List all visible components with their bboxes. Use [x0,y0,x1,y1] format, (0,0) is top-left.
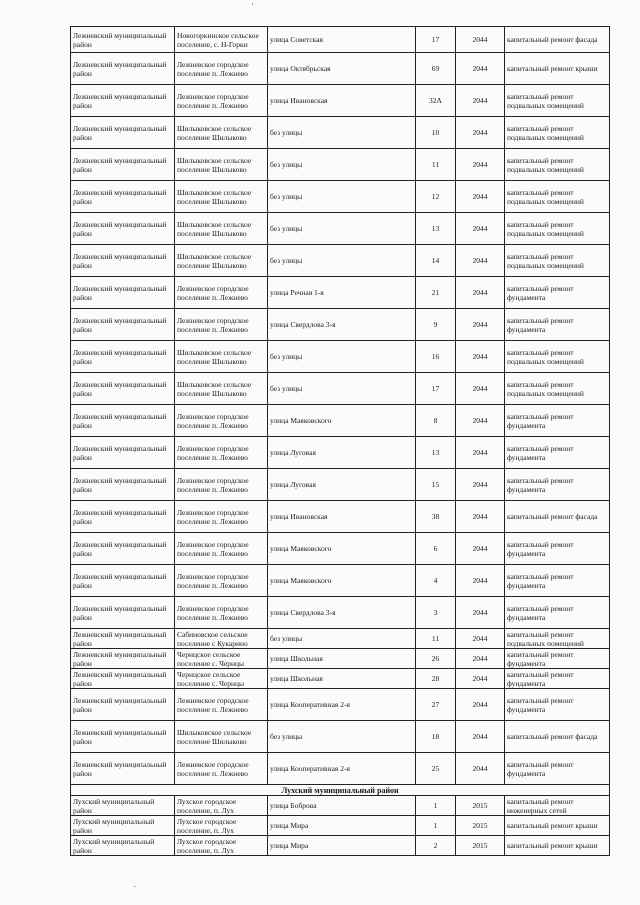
table-row [71,689,610,721]
house-number-cell: 9 [416,309,456,341]
district-cell: Лухский муниципальный район [71,816,175,836]
settlement-cell: Шилыковское сельское поселение Шилыково [175,245,268,277]
table-row [71,117,610,149]
year-cell: 2044 [456,213,505,245]
settlement-cell: Чернцское сельское поселение с. Чернцы [175,669,268,689]
work-type-cell: капитальный ремонт фундамента [505,405,610,437]
house-number-cell: 32А [416,85,456,117]
year-cell: 2044 [456,753,505,785]
street-cell: без улицы [268,721,416,753]
work-type-cell: капитальный ремонт фундамента [505,689,610,721]
street-cell: улица Советская [268,27,416,53]
settlement-cell: Лежневское городское поселение п. Лежнево [175,533,268,565]
year-cell: 2044 [456,669,505,689]
district-cell: Лежневский муниципальный район [71,27,175,53]
street-cell: улица Ивановская [268,501,416,533]
district-cell: Лухский муниципальный район [71,836,175,856]
house-number-cell: 69 [416,53,456,85]
work-type-cell: капитальный ремонт фундамента [505,669,610,689]
street-cell: улица Маяковского [268,533,416,565]
year-cell: 2044 [456,405,505,437]
district-cell: Лежневский муниципальный район [71,309,175,341]
table-row [71,85,610,117]
district-cell: Лухский муниципальный район [71,796,175,816]
year-cell: 2044 [456,373,505,405]
settlement-cell: Сабиновское сельское поселение с Кукарино [175,629,268,649]
house-number-cell: 3 [416,597,456,629]
street-cell: без улицы [268,341,416,373]
street-cell: улица Ивановская [268,85,416,117]
street-cell: без улицы [268,181,416,213]
work-type-cell: капитальный ремонт фундамента [505,277,610,309]
house-number-cell: 8 [416,405,456,437]
street-cell: без улицы [268,245,416,277]
year-cell: 2044 [456,277,505,309]
table-row [71,149,610,181]
work-type-cell: капитальный ремонт подвальных помещений [505,213,610,245]
district-cell: Лежневский муниципальный район [71,245,175,277]
work-type-cell: капитальный ремонт подвальных помещений [505,181,610,213]
house-number-cell: 2 [416,836,456,856]
house-number-cell: 27 [416,689,456,721]
year-cell: 2044 [456,533,505,565]
district-cell: Лежневский муниципальный район [71,85,175,117]
table-row [71,565,610,597]
work-type-cell: капитальный ремонт фасада [505,27,610,53]
year-cell: 2015 [456,816,505,836]
settlement-cell: Шилыковское сельское поселение Шилыково [175,341,268,373]
table-row [71,213,610,245]
settlement-cell: Лежневское городское поселение п. Лежнево [175,85,268,117]
settlement-cell: Лухское городское поселение, п. Лух [175,796,268,816]
year-cell: 2044 [456,565,505,597]
street-cell: улица Маяковского [268,405,416,437]
settlement-cell: Лежневское городское поселение п. Лежнево [175,53,268,85]
table-row [71,753,610,785]
table-row [71,245,610,277]
work-type-cell: капитальный ремонт фасада [505,721,610,753]
table-row [71,27,610,53]
year-cell: 2044 [456,117,505,149]
district-cell: Лежневский муниципальный район [71,277,175,309]
house-number-cell: 1 [416,796,456,816]
year-cell: 2044 [456,245,505,277]
settlement-cell: Лежневское городское поселение п. Лежнево [175,689,268,721]
table-row [71,533,610,565]
section-title: Лухский муниципальный район [71,785,610,796]
street-cell: улица Мира [268,816,416,836]
district-cell: Лежневский муниципальный район [71,721,175,753]
house-number-cell: 11 [416,629,456,649]
house-number-cell: 1 [416,816,456,836]
section-header-row [71,785,610,796]
district-cell: Лежневский муниципальный район [71,405,175,437]
settlement-cell: Лухское городское поселение, п. Лух [175,836,268,856]
district-cell: Лежневский муниципальный район [71,181,175,213]
work-type-cell: капитальный ремонт фундамента [505,753,610,785]
house-number-cell: 17 [416,27,456,53]
work-type-cell: капитальный ремонт подвальных помещений [505,341,610,373]
house-number-cell: 26 [416,649,456,669]
street-cell: улица Речная 1-я [268,277,416,309]
settlement-cell: Лежневское городское поселение п. Лежнево [175,565,268,597]
table-row [71,341,610,373]
house-number-cell: 28 [416,669,456,689]
house-number-cell: 4 [416,565,456,597]
settlement-cell: Шилыковское сельское поселение Шилыково [175,181,268,213]
year-cell: 2044 [456,629,505,649]
year-cell: 2044 [456,469,505,501]
table-row [71,437,610,469]
street-cell: улица Октябрьская [268,53,416,85]
settlement-cell: Лежневское городское поселение п. Лежнево [175,405,268,437]
settlement-cell: Лежневское городское поселение п. Лежнево [175,309,268,341]
street-cell: улица Школьная [268,649,416,669]
house-number-cell: 18 [416,721,456,753]
district-cell: Лежневский муниципальный район [71,373,175,405]
house-number-cell: 25 [416,753,456,785]
house-number-cell: 38 [416,501,456,533]
table-row [71,373,610,405]
street-cell: улица Луговая [268,437,416,469]
year-cell: 2044 [456,149,505,181]
house-number-cell: 13 [416,213,456,245]
year-cell: 2044 [456,501,505,533]
table-row [71,669,610,689]
table-row [71,816,610,836]
district-cell: Лежневский муниципальный район [71,533,175,565]
scan-mark: . [134,880,136,889]
house-number-cell: 6 [416,533,456,565]
work-type-cell: капитальный ремонт подвальных помещений [505,629,610,649]
district-cell: Лежневский муниципальный район [71,565,175,597]
house-number-cell: 12 [416,181,456,213]
street-cell: без улицы [268,629,416,649]
settlement-cell: Шилыковское сельское поселение Шилыково [175,149,268,181]
house-number-cell: 17 [416,373,456,405]
year-cell: 2044 [456,309,505,341]
table-row [71,53,610,85]
settlement-cell: Шилыковское сельское поселение Шилыково [175,373,268,405]
repair-schedule-table [70,26,610,856]
work-type-cell: капитальный ремонт подвальных помещений [505,245,610,277]
settlement-cell: Лежневское городское поселение п. Лежнево [175,501,268,533]
street-cell: без улицы [268,213,416,245]
street-cell: улица Свердлова 3-я [268,597,416,629]
table-row [71,649,610,669]
district-cell: Лежневский муниципальный район [71,689,175,721]
district-cell: Лежневский муниципальный район [71,213,175,245]
year-cell: 2044 [456,649,505,669]
work-type-cell: капитальный ремонт крыши [505,836,610,856]
year-cell: 2044 [456,721,505,753]
street-cell: улица Кооперативная 2-я [268,689,416,721]
year-cell: 2044 [456,689,505,721]
district-cell: Лежневский муниципальный район [71,341,175,373]
district-cell: Лежневский муниципальный район [71,501,175,533]
table-row [71,469,610,501]
house-number-cell: 10 [416,117,456,149]
district-cell: Лежневский муниципальный район [71,437,175,469]
district-cell: Лежневский муниципальный район [71,149,175,181]
district-cell: Лежневский муниципальный район [71,469,175,501]
house-number-cell: 14 [416,245,456,277]
house-number-cell: 15 [416,469,456,501]
table-row [71,836,610,856]
year-cell: 2044 [456,27,505,53]
settlement-cell: Шилыковское сельское поселение Шилыково [175,213,268,245]
street-cell: без улицы [268,117,416,149]
house-number-cell: 21 [416,277,456,309]
work-type-cell: капитальный ремонт подвальных помещений [505,149,610,181]
street-cell: улица Мира [268,836,416,856]
settlement-cell: Шилыковское сельское поселение Шилыково [175,721,268,753]
year-cell: 2044 [456,181,505,213]
district-cell: Лежневский муниципальный район [71,629,175,649]
work-type-cell: капитальный ремонт фундамента [505,649,610,669]
street-cell: улица Свердлова 3-я [268,309,416,341]
scan-mark: ' [252,2,254,11]
table-row [71,405,610,437]
district-cell: Лежневский муниципальный район [71,597,175,629]
house-number-cell: 11 [416,149,456,181]
year-cell: 2044 [456,85,505,117]
work-type-cell: капитальный ремонт подвальных помещений [505,85,610,117]
work-type-cell: капитальный ремонт фундамента [505,437,610,469]
work-type-cell: капитальный ремонт подвальных помещений [505,373,610,405]
settlement-cell: Лежневское городское поселение п. Лежнево [175,469,268,501]
table-row [71,597,610,629]
table-row [71,796,610,816]
settlement-cell: Новогоркинское сельское поселение, с. Н-Горки [175,27,268,53]
table-row [71,277,610,309]
settlement-cell: Лежневское городское поселение п. Лежнево [175,753,268,785]
year-cell: 2015 [456,796,505,816]
work-type-cell: капитальный ремонт фундамента [505,597,610,629]
work-type-cell: капитальный ремонт фундамента [505,533,610,565]
settlement-cell: Лухское городское поселение, п. Лух [175,816,268,836]
work-type-cell: капитальный ремонт фасада [505,501,610,533]
house-number-cell: 13 [416,437,456,469]
work-type-cell: капитальный ремонт крыши [505,816,610,836]
work-type-cell: капитальный ремонт фундамента [505,565,610,597]
street-cell: без улицы [268,373,416,405]
street-cell: улица Боброва [268,796,416,816]
district-cell: Лежневский муниципальный район [71,669,175,689]
work-type-cell: капитальный ремонт фундамента [505,469,610,501]
table-row [71,309,610,341]
work-type-cell: капитальный ремонт подвальных помещений [505,117,610,149]
settlement-cell: Чернцское сельское поселение с. Чернцы [175,649,268,669]
year-cell: 2044 [456,53,505,85]
settlement-cell: Лежневское городское поселение п. Лежнево [175,597,268,629]
year-cell: 2044 [456,437,505,469]
year-cell: 2044 [456,341,505,373]
year-cell: 2015 [456,836,505,856]
table-row [71,629,610,649]
street-cell: улица Луговая [268,469,416,501]
district-cell: Лежневский муниципальный район [71,649,175,669]
work-type-cell: капитальный ремонт крыши [505,53,610,85]
table-row [71,501,610,533]
settlement-cell: Лежневское городское поселение п. Лежнево [175,277,268,309]
work-type-cell: капитальный ремонт инженерных сетей [505,796,610,816]
street-cell: улица Маяковского [268,565,416,597]
settlement-cell: Лежневское городское поселение п. Лежнево [175,437,268,469]
work-type-cell: капитальный ремонт фундамента [505,309,610,341]
district-cell: Лежневский муниципальный район [71,753,175,785]
street-cell: улица Школьная [268,669,416,689]
table-row [71,181,610,213]
street-cell: улица Кооперативная 2-я [268,753,416,785]
table-row [71,721,610,753]
district-cell: Лежневский муниципальный район [71,53,175,85]
street-cell: без улицы [268,149,416,181]
district-cell: Лежневский муниципальный район [71,117,175,149]
settlement-cell: Шилыковское сельское поселение Шилыково [175,117,268,149]
year-cell: 2044 [456,597,505,629]
house-number-cell: 16 [416,341,456,373]
